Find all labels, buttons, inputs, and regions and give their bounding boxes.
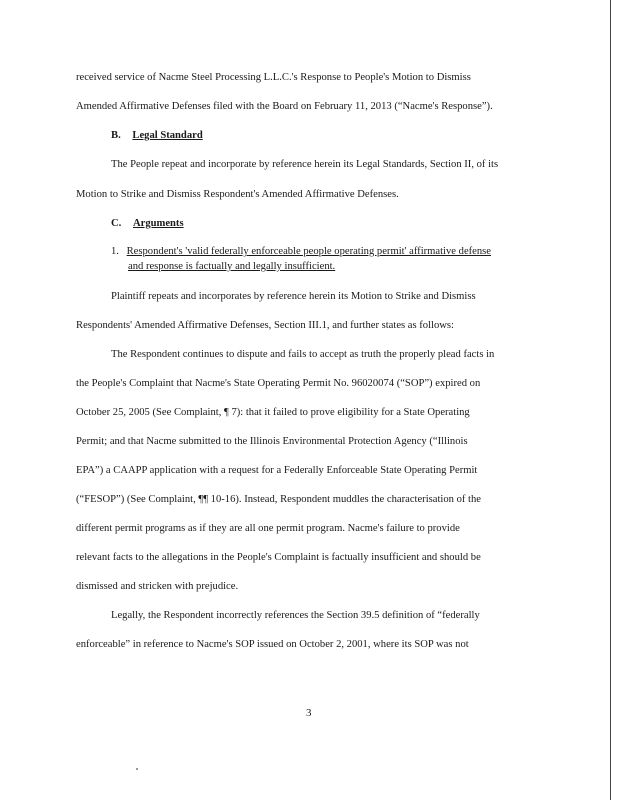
body-line: Motion to Strike and Dismiss Respondent's Amended Affirmative Defenses. [76, 189, 399, 200]
body-line: (“FESOP”) (See Complaint, ¶¶ 10-16). Instead, Respondent muddles the characterisation of the [76, 494, 482, 505]
section-c-title: Arguments [132, 218, 184, 229]
body-line: Plaintiff repeats and incorporates by reference herein its Motion to Strike and Dismiss [111, 291, 476, 302]
body-line: received service of Nacme Steel Processing L.L.C.'s Response to People's Motion to Dismiss [76, 72, 471, 83]
argument-item-number: 1. [111, 246, 119, 257]
body-line: Amended Affirmative Defenses filed with the Board on February 11, 2013 (“Nacme's Response”). [76, 101, 493, 112]
section-c-heading [111, 217, 184, 230]
body-line: EPA”) a CAAPP application with a request for a Federally Enforceable State Operating Permit [76, 465, 478, 476]
body-line: Respondents' Amended Affirmative Defenses, Section III.1, and further states as follows: [76, 320, 454, 331]
body-line: October 25, 2005 (See Complaint, ¶ 7): that it failed to prove eligibility for a State Operating [76, 407, 470, 418]
body-line: Legally, the Respondent incorrectly references the Section 39.5 definition of “federally [111, 610, 480, 621]
section-b-heading [111, 129, 203, 142]
scan-speck [136, 768, 138, 770]
argument-item-1 [111, 245, 491, 258]
body-line: relevant facts to the allegations in the People's Complaint is factually insufficient and should be [76, 552, 481, 563]
argument-item-title-line2: and response is factually and legally insufficient. [128, 261, 336, 272]
body-line: enforceable” in reference to Nacme's SOP issued on October 2, 2001, where its SOP was not [76, 639, 469, 650]
body-line: The People repeat and incorporate by reference herein its Legal Standards, Section II, of its [111, 159, 499, 170]
section-b-title: Legal Standard [132, 130, 203, 141]
section-b-marker: B. [111, 130, 121, 141]
body-line: The Respondent continues to dispute and fails to accept as truth the properly plead facts in [111, 349, 495, 360]
page-edge-line [610, 0, 611, 800]
body-line: Permit; and that Nacme submitted to the Illinois Environmental Protection Agency (“Illinois [76, 436, 468, 447]
section-c-marker: C. [111, 218, 122, 229]
body-line: different permit programs as if they are all one permit program. Nacme's failure to provide [76, 523, 460, 534]
argument-item-title-line1: Respondent's 'valid federally enforceable people operating permit' affirmative defense [126, 246, 492, 257]
body-line: the People's Complaint that Nacme's State Operating Permit No. 96020074 (“SOP”) expired on [76, 378, 481, 389]
body-line: dismissed and stricken with prejudice. [76, 581, 239, 592]
page-number: 3 [306, 707, 312, 719]
